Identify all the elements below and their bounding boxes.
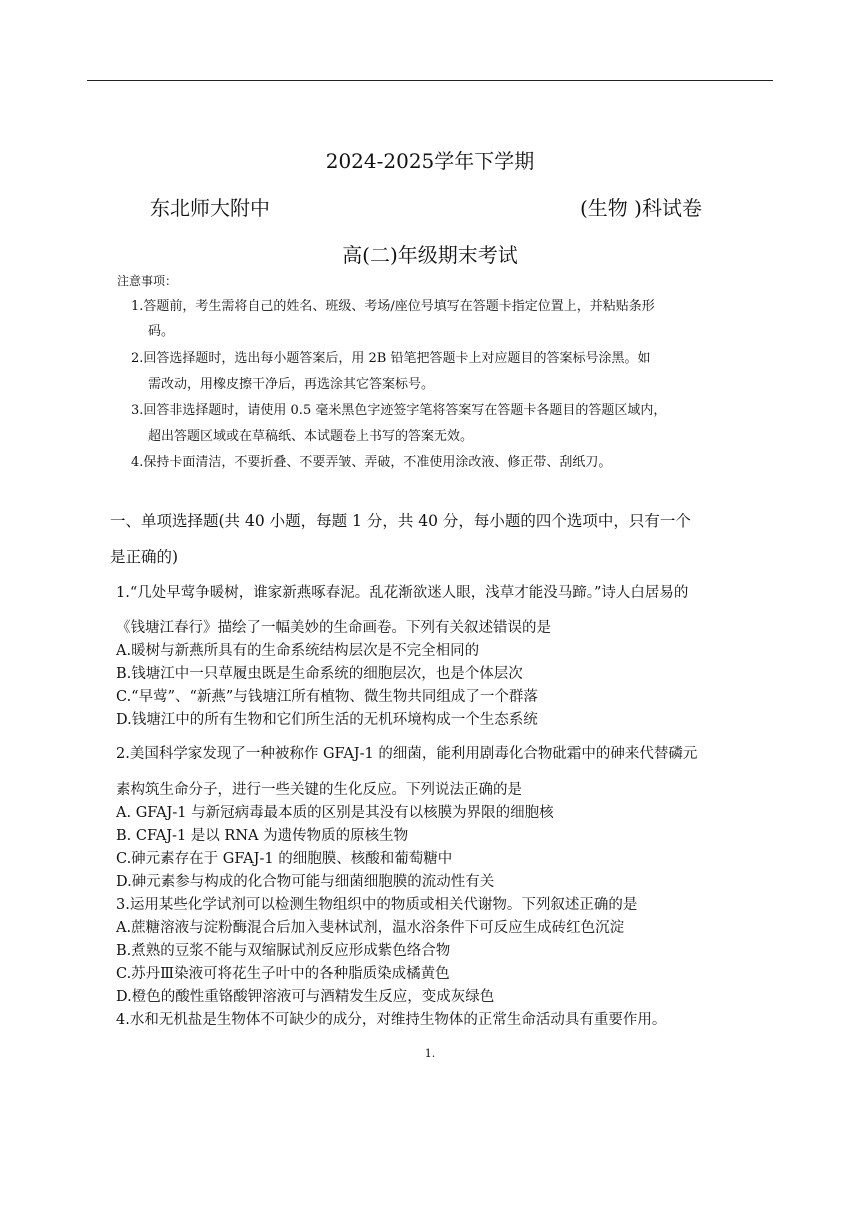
subject-name: (生物 )科试卷 — [580, 196, 702, 220]
section-heading-cont: 是正确的) — [110, 548, 179, 566]
question-2-stem-cont: 素构筑生命分子，进行一些关键的生化反应。下列说法正确的是 — [116, 782, 522, 798]
question-2-option-d: D.砷元素参与构成的化合物可能与细菌细胞膜的流动性有关 — [116, 874, 495, 890]
question-1-option-b: B.钱塘江中一只草履虫既是生命系统的细胞层次，也是个体层次 — [116, 666, 523, 682]
question-3-option-c: C.苏丹Ⅲ染液可将花生子叶中的各种脂质染成橘黄色 — [116, 966, 450, 982]
note-line: 需改动，用橡皮擦干净后，再选涂其它答案标号。 — [148, 377, 435, 392]
question-3-stem: 3.运用某些化学试剂可以检测生物组织中的物质或相关代谢物。下列叙述正确的是 — [116, 897, 638, 913]
question-2-option-a: A. GFAJ-1 与新冠病毒最本质的区别是其没有以核膜为界限的细胞核 — [116, 805, 554, 821]
note-line: 超出答题区域或在草稿纸、本试题卷上书写的答案无效。 — [148, 429, 474, 444]
question-1-option-d: D.钱塘江中的所有生物和它们所生活的无机环境构成一个生态系统 — [116, 712, 538, 728]
page-number: 1. — [424, 1047, 436, 1060]
question-1-option-a: A.暖树与新燕所具有的生命系统结构层次是不完全相同的 — [116, 643, 480, 659]
question-2-option-b: B. CFAJ-1 是以 RNA 为遗传物质的原核生物 — [116, 828, 409, 844]
question-1-stem-cont: 《钱塘江春行》描绘了一幅美妙的生命画卷。下列有关叙述错误的是 — [116, 620, 551, 636]
question-3-option-d: D.橙色的酸性重铬酸钾溶液可与酒精发生反应，变成灰绿色 — [116, 989, 495, 1005]
section-heading: 一、单项选择题(共 40 小题，每题 1 分，共 40 分，每小题的四个选项中，只有一个 — [110, 512, 691, 530]
exam-title-grade: 高(二)年级期末考试 — [342, 243, 518, 267]
question-3-option-a: A.蔗糖溶液与淀粉酶混合后加入斐林试剂，温水浴条件下可反应生成砖红色沉淀 — [116, 920, 625, 936]
question-1-stem: 1.“几处早莺争暖树，谁家新燕啄春泥。乱花渐欲迷人眼，浅草才能没马蹄。”诗人白居易的 — [116, 585, 689, 601]
notes-heading: 注意事项： — [117, 274, 178, 288]
header-rule — [87, 80, 773, 81]
note-line: 码。 — [148, 324, 175, 339]
question-2-stem: 2.美国科学家发现了一种被称作 GFAJ-1 的细菌，能利用剧毒化合物砒霜中的砷来代替磷元 — [116, 746, 698, 762]
school-name: 东北师大附中 — [150, 196, 270, 220]
note-line: 2.回答选择题时，选出每小题答案后，用 2B 铅笔把答题卡上对应题目的答案标号涂黑。如 — [131, 351, 651, 366]
note-line: 3.回答非选择题时，请使用 0.5 毫米黑色字迹签字笔将答案写在答题卡各题目的答题区域内， — [131, 403, 667, 418]
note-line: 4.保持卡面清洁，不要折叠、不要弄皱、弄破，不准使用涂改液、修正带、刮纸刀。 — [131, 455, 612, 470]
note-line: 1.答题前，考生需将自己的姓名、班级、考场/座位号填写在答题卡指定位置上，并粘贴条形 — [131, 299, 655, 314]
question-3-option-b: B.煮熟的豆浆不能与双缩脲试剂反应形成紫色络合物 — [116, 943, 451, 959]
exam-title-year: 2024-2025学年下学期 — [325, 149, 535, 173]
question-4-stem: 4.水和无机盐是生物体不可缺少的成分，对维持生物体的正常生命活动具有重要作用。 — [116, 1012, 667, 1028]
question-1-option-c: C.“早莺”、“新燕”与钱塘江所有植物、微生物共同组成了一个群落 — [116, 689, 538, 705]
question-2-option-c: C.砷元素存在于 GFAJ-1 的细胞膜、核酸和葡萄糖中 — [116, 851, 453, 867]
